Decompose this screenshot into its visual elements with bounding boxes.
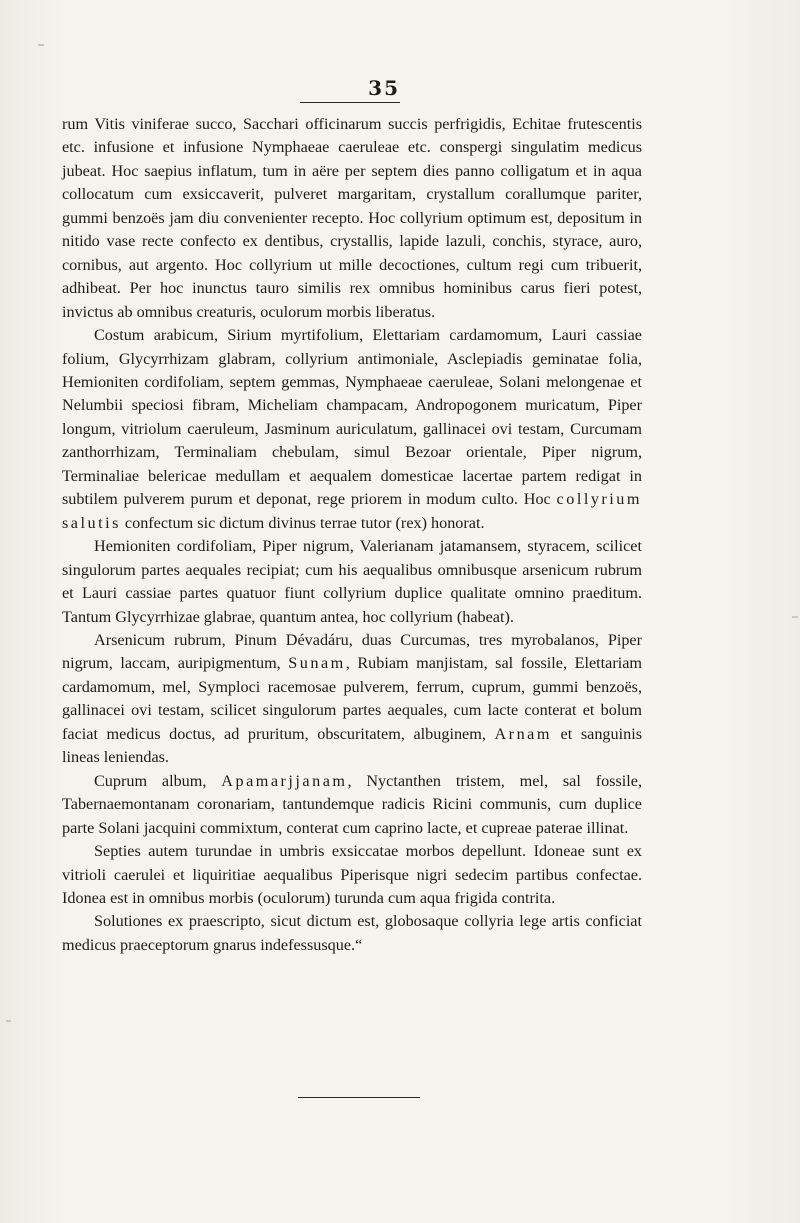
text-run: Hemioniten cordifoliam, Piper nigrum, Valerianam jatamansem, styracem, scilicet singulorum partes aequales recipiat; cum his aequalibus omnibusque arsenicum rubrum et Lauri cassiae partes quatuor fiunt collyrium duplice qualitate omnino praeditum. Tantum Glycyrrhizae glabrae, quantum antea, hoc collyrium (habeat). [62, 537, 642, 626]
text-run: , Nyctanthen tristem, mel, sal fossile, Tabernaemontanam coronariam, tantundemque radicis Ricini communis, cum duplice parte Solani jacquini commixtum, conterat cum caprino lacte, et cupreae paterae illinat. [62, 771, 642, 837]
end-rule [298, 1097, 420, 1098]
margin-mark-top-left [38, 44, 44, 46]
text-run: Arsenicum rubrum, Pinum Dévadáru, duas Curcumas, tres myrobalanos, Piper nigrum, laccam, auripigmentum, [62, 630, 642, 673]
paragraph [62, 770, 642, 840]
body-text [62, 113, 642, 957]
spaced-term: Apamarjjanam [221, 771, 348, 790]
text-run: Cuprum album, [94, 771, 222, 790]
page-number: 35 [300, 76, 400, 103]
text-run: confectum sic dictum divinus terrae tutor (rex) honorat. [120, 513, 485, 532]
spaced-term: Sunam [288, 654, 346, 673]
page-number-container [300, 76, 400, 103]
paragraph [62, 910, 642, 957]
paragraph [62, 324, 642, 535]
spaced-term: Arnam [494, 724, 552, 743]
text-run: rum Vitis viniferae succo, Sacchari officinarum succis perfrigidis, Echitae frutescentis etc. infusione et infusione Nymphaeae caeruleae etc. conspergi singulatim medicus jubeat. Hoc saepius inflatum, tum in aëre per septem dies panno colligatum et in aqua collocatum cum exsiccaverit, pulveret margaritam, crystallum corallumque pariter, gummi benzoës jam diu convenienter recepto. Hoc collyrium optimum est, depositum in nitido vase recte confecto ex dentibus, crystallis, lapide lazuli, conchis, styrace, auro, cornibus, aut argento. Hoc collyrium ut mille decoctiones, cultum regi cum tribuerit, adhibeat. Per hoc inunctus tauro similis rex omnibus hominibus carus fieri potest, invictus ab omnibus creaturis, oculorum morbis liberatus. [62, 115, 642, 321]
text-run: Septies autem turundae in umbris exsiccatae morbos depellunt. Idoneae sunt ex vitrioli caerulei et liquiritiae aequalibus Piperisque nigri sedecim partibus confectae. Idonea est in omnibus morbis (oculorum) turunda cum aqua frigida contrita. [62, 842, 642, 907]
paragraph [62, 629, 642, 770]
spaced-term: collyrium salutis [62, 490, 642, 532]
text-run: , Rubiam manjistam, sal fossile, Elettariam cardamomum, mel, Symploci racemosae pulverem, ferrum, cuprum, gummi benzoës, gallinacei ovi testam, scilicet singulorum partes aequales, cum lacte conterat et bolum faciat medicus doctus, ad pruritum, obscuritatem, albuginem, [62, 654, 642, 743]
margin-mark-right [792, 616, 798, 618]
margin-mark-left [6, 1020, 11, 1022]
text-run: Costum arabicum, Sirium myrtifolium, Elettariam cardamomum, Lauri cassiae folium, Glycyrrhizam glabram, collyrium antimoniale, Asclepiadis geminatae folia, Hemioniten cordifoliam, septem gemmas, Nymphaeae caeruleae, Solani melongenae et Nelumbii speciosi fibram, Micheliam champacam, Andropogonem muricatum, Piper longum, vitriolum caeruleum, Jasminum auriculatum, gallinacei ovi testam, Curcumam zanthorrhizam, Terminaliam chebulam, simul Bezoar orientale, Piper nigrum, Terminaliae belericae medullam et aequalem domesticae lacertae partem redigat in subtilem pulverem purum et deponat, rege priorem in modum culto. Hoc [62, 326, 642, 509]
text-run: et sanguinis lineas leniendas. [62, 724, 642, 767]
paragraph [62, 113, 642, 324]
paragraph [62, 535, 642, 629]
text-run: Solutiones ex praescripto, sicut dictum est, globosaque collyria lege artis conficiat medicus praeceptorum gnarus indefessusque.“ [62, 912, 642, 954]
paragraph [62, 840, 642, 910]
